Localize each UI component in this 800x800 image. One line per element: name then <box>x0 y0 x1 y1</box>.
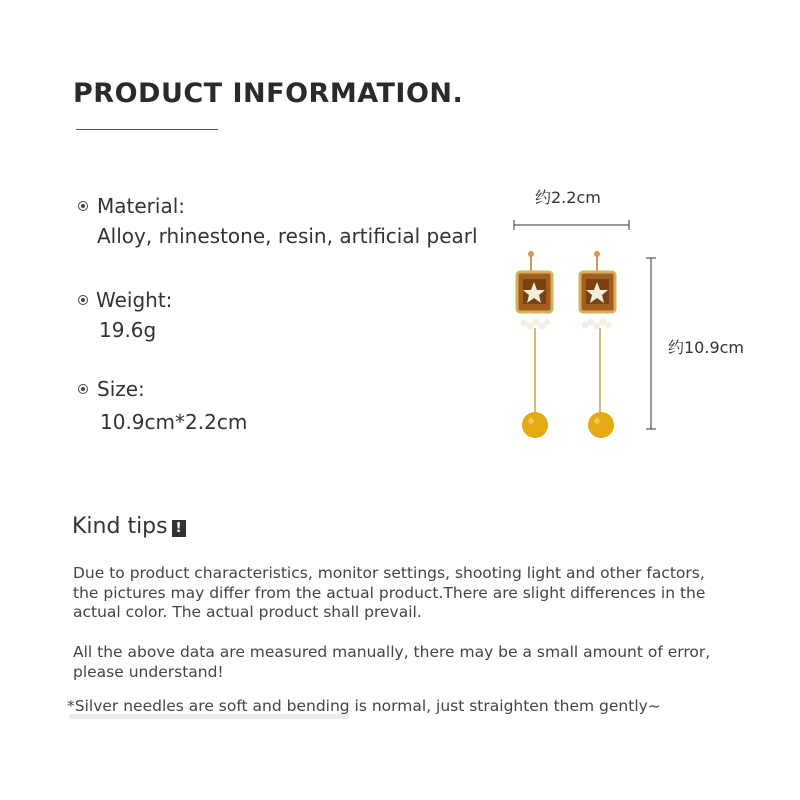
kind-tips-title: Kind tips <box>72 514 168 539</box>
tips-paragraph-2: All the above data are measured manually, there may be a small amount of error, please understand! <box>73 643 711 681</box>
page-title: PRODUCT INFORMATION. <box>73 78 464 109</box>
left-earring <box>517 251 552 438</box>
spec-label: Size: <box>97 377 145 401</box>
spec-label: Material: <box>97 194 185 218</box>
height-dimension-label: 约10.9cm <box>668 338 745 357</box>
spec-value: Alloy, rhinestone, resin, artificial pearl <box>97 224 478 248</box>
silver-needle-note: *Silver needles are soft and bending is normal, just straighten them gently~ <box>67 697 661 715</box>
right-earring <box>580 251 615 438</box>
width-dimension-line <box>514 220 629 230</box>
width-dimension-label: 约2.2cm <box>535 188 601 207</box>
kind-tips-heading <box>72 514 186 539</box>
height-dimension-line <box>646 258 656 429</box>
exclamation-icon: ! <box>172 520 186 537</box>
spec-value: 19.6g <box>99 318 157 342</box>
tips-paragraph-1: Due to product characteristics, monitor settings, shooting light and other factors, the pictures may differ from the actual product.There are slight differences in the actual color. The actual product shall prevail. <box>73 564 706 621</box>
spec-label: Weight: <box>96 288 173 312</box>
spec-value: 10.9cm*2.2cm <box>100 410 248 434</box>
